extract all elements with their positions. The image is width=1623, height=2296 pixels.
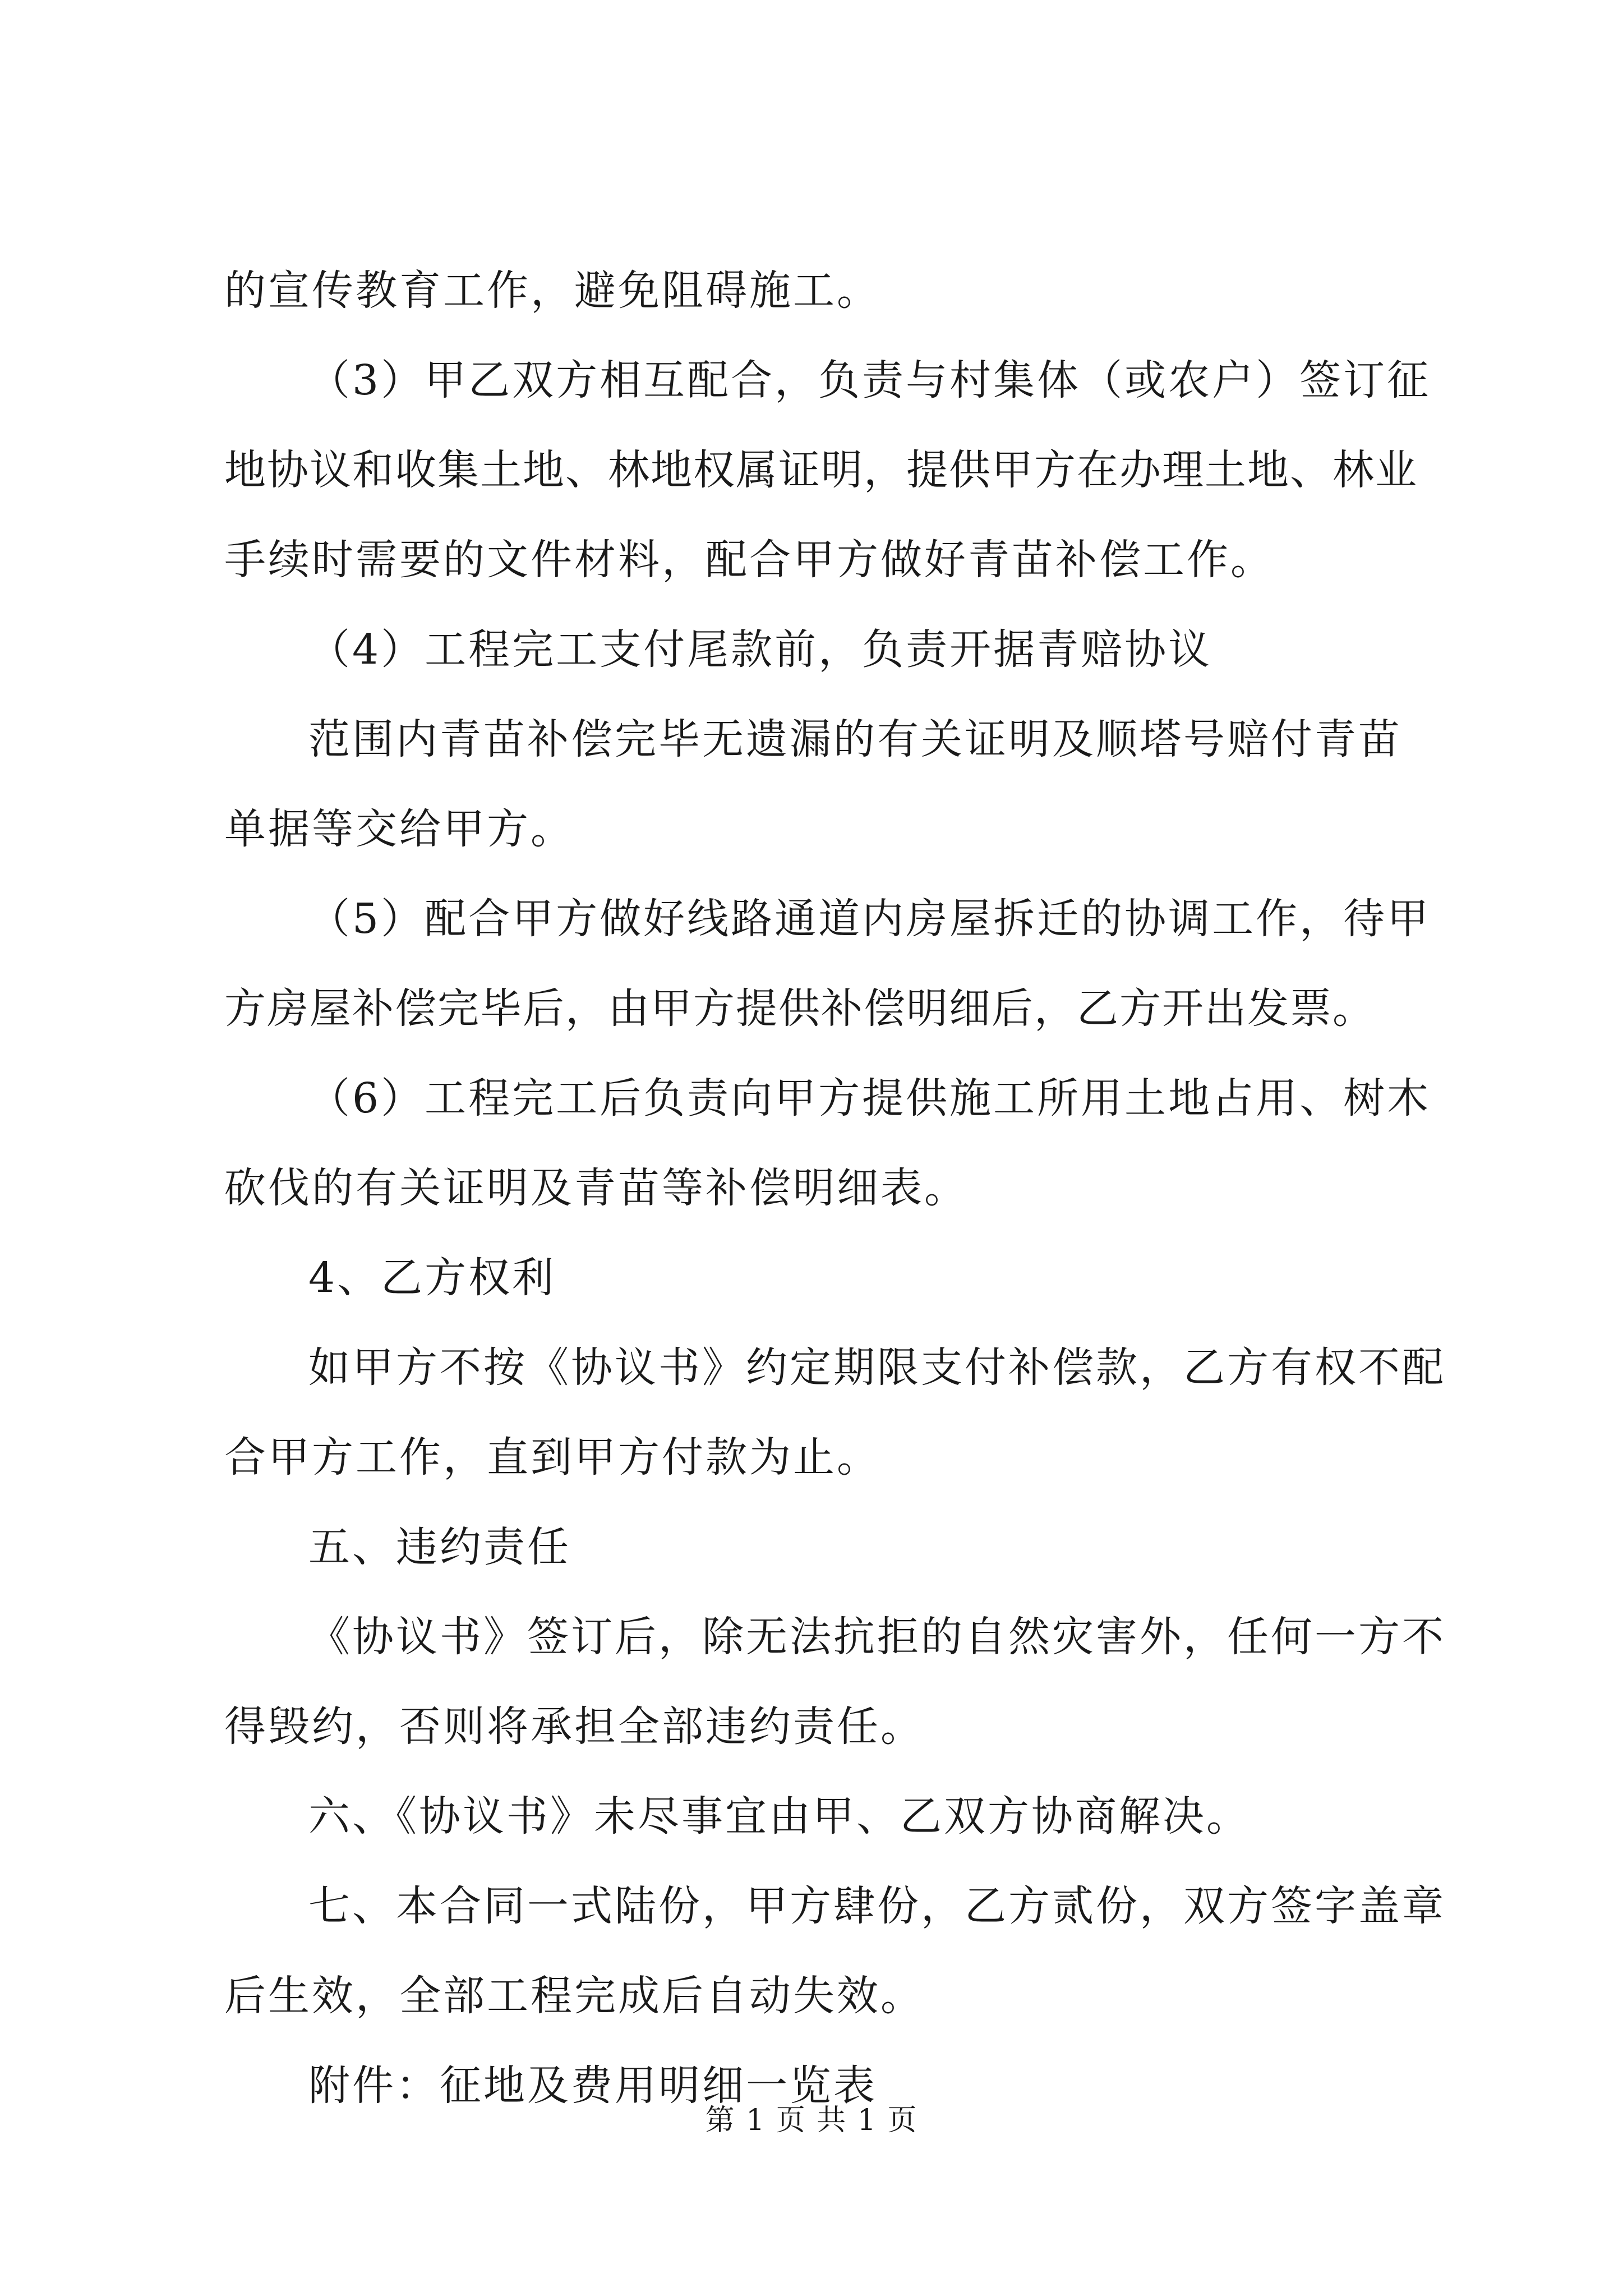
text-line: 方房屋补偿完毕后，由甲方提供补偿明细后，乙方开出发票。: [224, 984, 1375, 1033]
text-line: 如甲方不按《协议书》约定期限支付补偿款，乙方有权不配: [308, 1343, 1446, 1392]
text-line: （6）工程完工后负责向甲方提供施工所用土地占用、树木: [308, 1074, 1431, 1122]
document-body: [224, 264, 1446, 2148]
text-line: 得毁约，否则将承担全部违约责任。: [224, 1703, 924, 1751]
text-line: （5）配合甲方做好线路通道内房屋拆迁的协调工作，待甲: [308, 895, 1431, 943]
text-line: 后生效，全部工程完成后自动失效。: [224, 1972, 924, 2020]
page-number: 第 1 页 共 1 页: [705, 2104, 918, 2137]
text-line: （4）工程完工支付尾款前，负责开据青赔协议: [308, 625, 1212, 674]
text-line: 六、《协议书》未尽事宜由甲、乙双方协商解决。: [308, 1792, 1250, 1841]
section-heading: 五、违约责任: [308, 1523, 571, 1571]
text-line: 的宣传教育工作，避免阻碍施工。: [224, 266, 880, 315]
text-line: 合甲方工作，直到甲方付款为止。: [224, 1433, 880, 1481]
text-line: 地协议和收集土地、林地权属证明，提供甲方在办理土地、林业: [224, 446, 1418, 494]
section-heading: 4、乙方权利: [308, 1254, 556, 1302]
text-line: 《协议书》签订后，除无法抗拒的自然灾害外，任何一方不: [308, 1613, 1446, 1661]
text-line: 单据等交给甲方。: [224, 805, 574, 853]
text-line: （3）甲乙双方相互配合，负责与村集体（或农户）签订征: [308, 356, 1431, 404]
text-line: 七、本合同一式陆份，甲方肆份，乙方贰份，双方签字盖章: [308, 1882, 1446, 1930]
attachment-line: 附件：征地及费用明细一览表: [308, 2062, 877, 2110]
text-line: 手续时需要的文件材料，配合甲方做好青苗补偿工作。: [224, 536, 1274, 584]
text-line: 砍伐的有关证明及青苗等补偿明细表。: [224, 1164, 968, 1212]
text-line: 范围内青苗补偿完毕无遗漏的有关证明及顺塔号赔付青苗: [308, 715, 1402, 763]
